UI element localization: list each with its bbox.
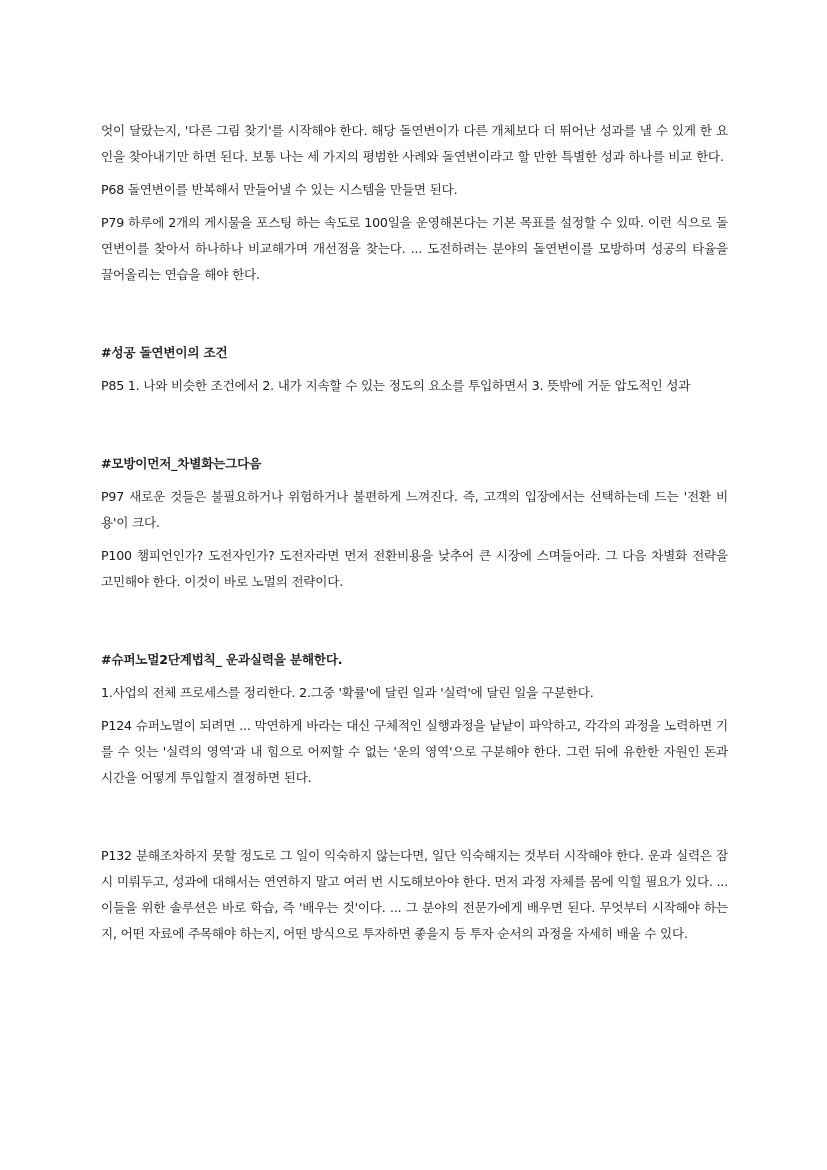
document-body <box>101 118 728 947</box>
paragraph-p79: P79 하루에 2개의 게시물을 포스팅 하는 속도로 100일을 운영해본다는 기본 목표를 설정할 수 있따. 이런 식으로 돌연변이를 찾아서 하나하나 비교해가며 개선점을 찾는다. ... 도전하려는 분야의 돌연변이를 모방하며 성공의 타율을 끌어올리는 연습을 해야 한다. <box>101 215 728 282</box>
paragraph-p97: P97 새로운 것들은 불필요하거나 위험하거나 불편하게 느껴진다. 즉, 고객의 입장에서는 선택하는데 드는 '전환 비용'이 크다. <box>101 489 728 530</box>
paragraph-intro: 엇이 달랐는지, '다른 그림 찾기'를 시작해야 한다. 해당 돌연변이가 다른 개체보다 더 뛰어난 성과를 낼 수 있게 한 요인을 찾아내기만 하면 된다. 보통 나는 세 가지의 평범한 사례와 돌연변이라고 할 만한 특별한 성과 하나를 비교 한다. <box>101 123 728 164</box>
section-heading-success-mutant: #성공 돌연변이의 조건 <box>101 345 228 360</box>
section-heading-supernormal-step2: #슈퍼노멀2단계법칙_ 운과실력을 분해한다. <box>101 652 343 667</box>
paragraph-p68: P68 돌연변이를 반복해서 만들어낼 수 있는 시스템을 만들면 된다. <box>101 182 458 197</box>
paragraph-p100: P100 챔피언인가? 도전자인가? 도전자라면 먼저 전환비용을 낮추어 큰 시장에 스며들어라. 그 다음 차별화 전략을 고민해야 한다. 이것이 바로 노멀의 전략이다. <box>101 548 728 589</box>
paragraph-process-steps: 1.사업의 전체 프로세스를 정리한다. 2.그중 '확률'에 달린 일과 '실력'에 달린 일을 구분한다. <box>101 685 594 700</box>
paragraph-p85: P85 1. 나와 비슷한 조건에서 2. 내가 지속할 수 있는 정도의 요소를 투입하면서 3. 뜻밖에 거둔 압도적인 성과 <box>101 378 691 393</box>
paragraph-p132: P132 분해조차하지 못할 정도로 그 일이 익숙하지 않는다면, 일단 익숙해지는 것부터 시작해야 한다. 운과 실력은 잠시 미뤄두고, 성과에 대해서는 연연하지 말고 여러 번 시도해보아야 한다. 먼저 과정 자체를 몸에 익힐 필요가 있다. ... 이들을 위한 솔루션은 바로 학습, 즉 '배우는 것'이다. ... 그 분야의 전문가에게 배우면 된다. 무엇부터 시작해야 하는지, 어떤 자료에 주목해야 하는지, 어떤 방식으로 투자하면 좋을지 등 투자 순서의 과정을 자세히 배울 수 있다. <box>101 848 728 941</box>
paragraph-p124: P124 슈퍼노멀이 되려면 ... 막연하게 바라는 대신 구체적인 실행과정을 낱낱이 파악하고, 각각의 과정을 노력하면 기를 수 잇는 '실력의 영역'과 내 힘으로 어찌할 수 없는 '운의 영역'으로 구분해야 한다. 그런 뒤에 유한한 자원인 돈과 시간을 어떻게 투입할지 결정하면 된다. <box>101 718 728 785</box>
section-heading-imitation-first: #모방이먼저_차별화는그다음 <box>101 456 262 471</box>
